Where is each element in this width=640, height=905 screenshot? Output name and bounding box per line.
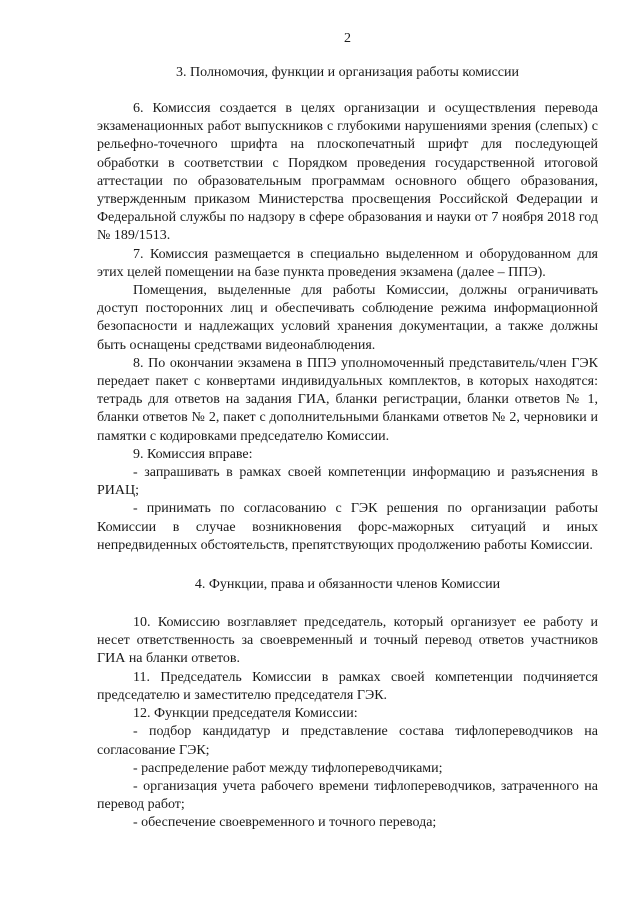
list-item-timely-translation: - обеспечение своевременного и точного перевода; — [133, 815, 437, 831]
paragraph-8: 8. По окончании экзамена в ППЭ уполномоченный представитель/член ГЭК передает пакет с конвертами индивидуальных комплектов, в которых находятся: тетрадь для ответов на задания ГИА, бланки регистрации, бланки ответов № 1, бланки ответов № 2, пакет с дополнительными бланками ответов № 2, черновики и памятки с кодировками председателю Комиссии. — [97, 355, 598, 444]
list-item-distribution: - распределение работ между тифлопереводчиками; — [133, 760, 443, 776]
paragraph-6: 6. Комиссия создается в целях организации и осуществления перевода экзаменационных работ выпускников с глубокими нарушениями зрения (слепых) с рельефно-точечного шрифта на плоскопечатный шрифт для последующей обработки в соответствии с Порядком проведения государственной итоговой аттестации по образовательным программам основного общего образования, утвержденным приказом Министерства просвещения Российской Федерации и Федеральной службы по надзору в сфере образования и науки от 7 ноября 2018 год № 189/1513. — [97, 101, 598, 244]
paragraph-12: 12. Функции председателя Комиссии: — [133, 706, 358, 722]
list-item-time-accounting: - организация учета рабочего времени тифлопереводчиков, затраченного на перевод работ; — [97, 778, 598, 813]
paragraph-7: 7. Комиссия размещается в специально выделенном и оборудованном для этих целей помещении на базе пункта проведения экзамена (далее – ППЭ). — [97, 246, 598, 280]
list-item-request-info: - запрашивать в рамках своей компетенции информацию и разъяснения в РИАЦ; — [97, 465, 598, 499]
list-item-decisions: - принимать по согласованию с ГЭК решения по организации работы Комиссии в случае возникновения форс-мажорных ситуаций и иных непредвиденных обстоятельств, препятствующих продолжению работы Комиссии. — [97, 501, 598, 553]
section-4-heading: 4. Функции, права и обязанности членов Комиссии — [194, 577, 501, 593]
page-number: 2 — [344, 31, 351, 46]
list-item-candidates: - подбор кандидатур и представление состава тифлопереводчиков на согласование ГЭК; — [97, 724, 598, 758]
paragraph-premises: Помещения, выделенные для работы Комиссии, должны ограничивать доступ посторонних лиц и обеспечивать соблюдение режима информационной безопасности и надлежащих условий хранения документации, а также должны быть оснащены средствами видеонаблюдения. — [97, 283, 598, 353]
paragraph-9: 9. Комиссия вправе: — [133, 446, 253, 462]
paragraph-11: 11. Председатель Комиссии в рамках своей компетенции подчиняется председателю и заместителю председателя ГЭК. — [97, 669, 598, 703]
paragraph-10: 10. Комиссию возглавляет председатель, который организует ее работу и несет ответственность за своевременный и точный перевод ответов участников ГИА на бланки ответов. — [97, 615, 598, 667]
section-3-heading: 3. Полномочия, функции и организация работы комиссии — [176, 65, 519, 80]
